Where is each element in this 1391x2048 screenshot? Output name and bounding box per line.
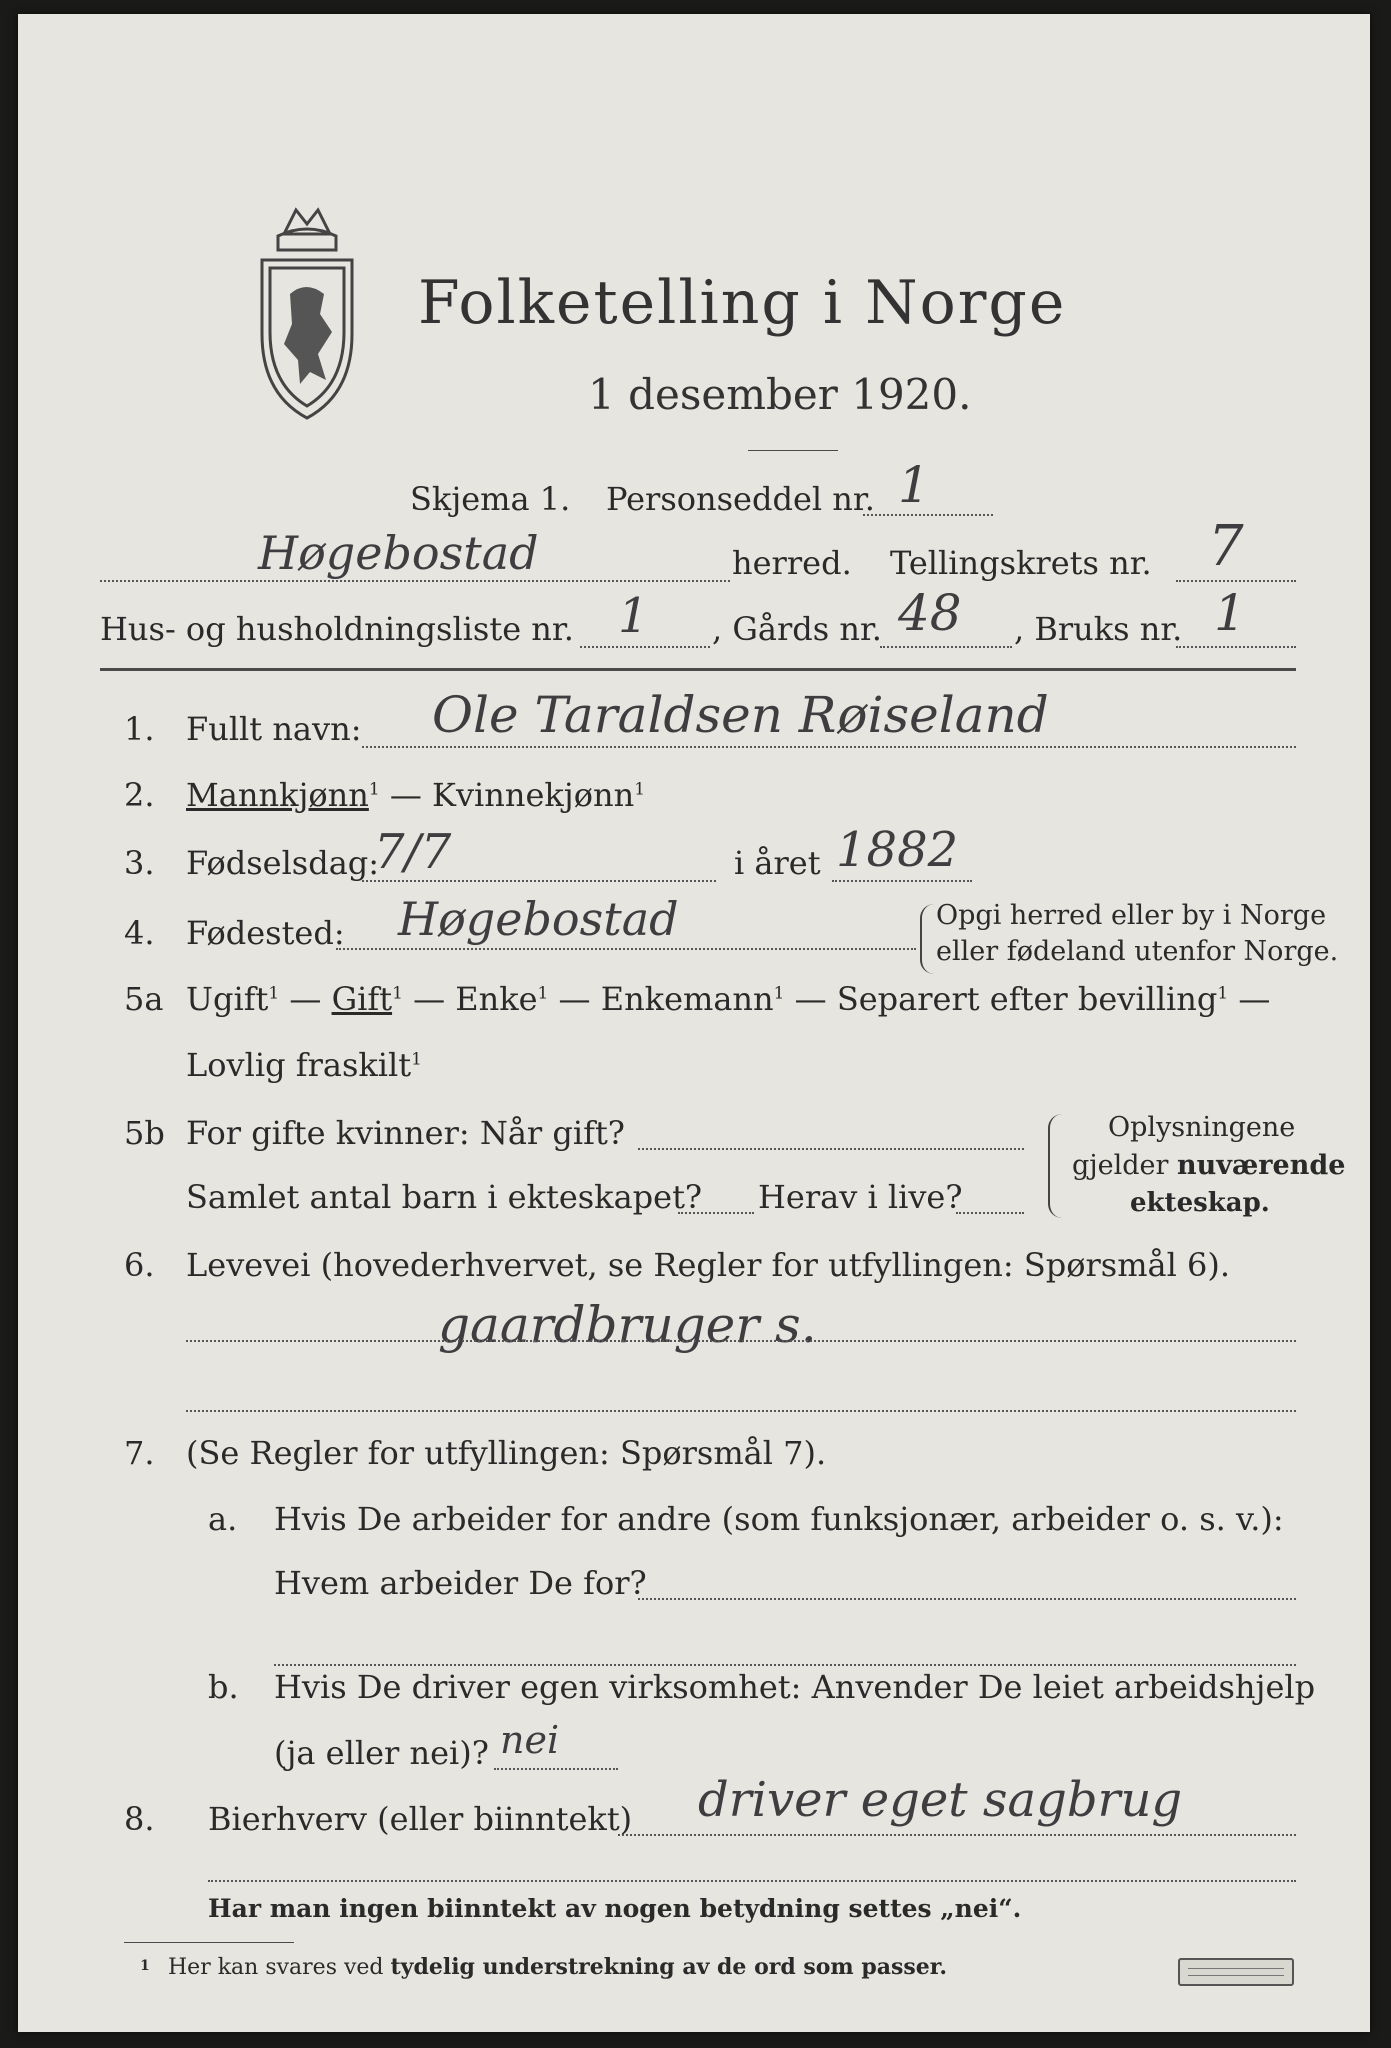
q3-label: Fødselsdag: bbox=[186, 844, 380, 882]
printer-stamp bbox=[1178, 1958, 1294, 1986]
q5a-enkemann: Enkemann bbox=[600, 980, 774, 1018]
q5a-number: 5a bbox=[124, 980, 164, 1018]
hus-line bbox=[580, 646, 710, 648]
q5a-separert: Separert efter bevilling bbox=[836, 980, 1218, 1018]
q5b-note-line3: ekteskap. bbox=[1130, 1188, 1270, 1218]
q8-value: driver eget sagbrug bbox=[698, 1772, 1183, 1828]
q5a-sup-2: 1 bbox=[392, 983, 403, 1004]
q7a-letter: a. bbox=[208, 1500, 238, 1538]
form-date: 1 desember 1920. bbox=[588, 370, 972, 419]
q5b-live-line bbox=[956, 1212, 1024, 1214]
tellingskrets-value: 7 bbox=[1208, 514, 1244, 579]
q5a-lovlig bbox=[186, 1046, 422, 1084]
q7b-line bbox=[494, 1768, 618, 1770]
footnote-text-b: tydelig understrekning av de ord som passer. bbox=[390, 1954, 948, 1980]
q2-number: 2. bbox=[124, 776, 155, 814]
q5a-sup-1: 1 bbox=[268, 983, 280, 1004]
q5a-dash-5: — bbox=[1228, 980, 1271, 1018]
q5b-live-label: Herav i live? bbox=[758, 1178, 963, 1216]
q3-line bbox=[362, 880, 716, 882]
personseddel-value: 1 bbox=[898, 456, 930, 514]
q5a-sup-4: 1 bbox=[773, 983, 785, 1004]
q8-line bbox=[618, 1834, 1296, 1836]
q3-year-label: i året bbox=[734, 844, 821, 882]
q5b-note-line2-b: nuværende bbox=[1177, 1150, 1346, 1181]
q5a-enke: Enke bbox=[455, 980, 538, 1018]
q5a-dash-3: — bbox=[548, 980, 601, 1018]
q2-female-option: Kvinnekjønn bbox=[432, 776, 635, 814]
census-form bbox=[18, 14, 1370, 2032]
gards-value: 48 bbox=[898, 584, 962, 642]
personseddel-label: Personseddel nr. bbox=[606, 480, 875, 518]
q4-line bbox=[336, 948, 916, 950]
footnote-mark: 1 bbox=[140, 1958, 150, 1974]
q2-male-option: Mannkjønn bbox=[186, 776, 369, 814]
q5a-dash-1: — bbox=[279, 980, 332, 1018]
footnote-divider bbox=[124, 1942, 294, 1943]
q5a-sup-6: 1 bbox=[411, 1049, 422, 1070]
q5a-dash-2: — bbox=[402, 980, 456, 1018]
hus-value: 1 bbox=[618, 588, 649, 644]
bruks-value: 1 bbox=[1214, 584, 1246, 642]
herred-label: herred. bbox=[732, 544, 852, 582]
q8-label: Bierhverv (eller biinntekt) bbox=[208, 1800, 633, 1838]
q5a-options bbox=[186, 980, 1270, 1018]
bruks-label: , Bruks nr. bbox=[1014, 610, 1183, 648]
q1-number: 1. bbox=[124, 710, 155, 748]
q4-note-line1: Opgi herred eller by i Norge bbox=[936, 900, 1327, 931]
q4-brace bbox=[920, 904, 934, 974]
bruks-line bbox=[1176, 646, 1296, 648]
q6-line-2 bbox=[186, 1410, 1296, 1412]
q2-female-sup: 1 bbox=[634, 779, 646, 800]
gards-line bbox=[880, 646, 1012, 648]
q5b-note-line2-a: gjelder bbox=[1072, 1150, 1178, 1181]
q5a-sup-5: 1 bbox=[1217, 983, 1229, 1004]
q8-extra-line bbox=[208, 1880, 1296, 1882]
q6-line-1 bbox=[186, 1340, 1296, 1342]
footnote bbox=[140, 1954, 948, 1980]
personseddel-line bbox=[863, 514, 993, 516]
tellingskrets-line bbox=[1176, 580, 1296, 582]
q7a-label: Hvis De arbeider for andre (som funksjonær, arbeider o. s. v.): bbox=[274, 1500, 1284, 1538]
form-title: Folketelling i Norge bbox=[418, 268, 1067, 338]
q5a-gift: Gift bbox=[331, 980, 393, 1018]
q4-number: 4. bbox=[124, 914, 155, 952]
q7a-extra-line bbox=[274, 1664, 1296, 1666]
q5b-brace bbox=[1048, 1114, 1064, 1218]
schema-label: Skjema 1. bbox=[410, 480, 571, 518]
q3-value: 7/7 bbox=[374, 824, 452, 880]
q5a-sup-3: 1 bbox=[537, 983, 549, 1004]
q5b-number: 5b bbox=[124, 1114, 165, 1152]
q2-male-sup: 1 bbox=[368, 779, 380, 800]
q3-year-value: 1882 bbox=[836, 822, 959, 878]
herred-line bbox=[100, 580, 730, 582]
q4-label: Fødested: bbox=[186, 914, 345, 952]
q8-number: 8. bbox=[124, 1800, 155, 1838]
q5b-barn-label: Samlet antal barn i ekteskapet? bbox=[186, 1178, 703, 1216]
q1-label: Fullt navn: bbox=[186, 710, 362, 748]
q5b-note-line2 bbox=[1072, 1150, 1345, 1181]
q2-sep: — bbox=[379, 776, 433, 814]
q4-value: Høgebostad bbox=[398, 892, 679, 946]
q7a-who-line bbox=[638, 1598, 1296, 1600]
footer-note: Har man ingen biinntekt av nogen betydning settes „nei“. bbox=[208, 1894, 1022, 1923]
q7b-value: nei bbox=[500, 1718, 560, 1762]
q7-label: (Se Regler for utfyllingen: Spørsmål 7). bbox=[186, 1434, 827, 1472]
hus-label: Hus- og husholdningsliste nr. bbox=[100, 610, 574, 648]
q5b-label: For gifte kvinner: Når gift? bbox=[186, 1114, 625, 1152]
gards-label: , Gårds nr. bbox=[712, 610, 882, 648]
q6-number: 6. bbox=[124, 1246, 155, 1284]
q7b-letter: b. bbox=[208, 1668, 239, 1706]
herred-value: Høgebostad bbox=[258, 526, 539, 580]
q6-label: Levevei (hovederhvervet, se Regler for utfyllingen: Spørsmål 6). bbox=[186, 1246, 1231, 1284]
q1-value: Ole Taraldsen Røiseland bbox=[432, 686, 1049, 744]
q5a-dash-4: — bbox=[784, 980, 837, 1018]
q3-year-line bbox=[832, 880, 972, 882]
tellingskrets-label: Tellingskrets nr. bbox=[890, 544, 1152, 582]
q3-number: 3. bbox=[124, 844, 155, 882]
q7-number: 7. bbox=[124, 1434, 155, 1472]
q1-line bbox=[362, 746, 1296, 748]
header-divider bbox=[100, 668, 1296, 671]
q7b-label: Hvis De driver egen virksomhet: Anvender De leiet arbeidshjelp bbox=[274, 1668, 1316, 1706]
q2-options bbox=[186, 776, 645, 814]
q5b-note-line1: Oplysningene bbox=[1108, 1112, 1296, 1143]
q7b-ja-label: (ja eller nei)? bbox=[274, 1734, 489, 1772]
q4-note-line2: eller fødeland utenfor Norge. bbox=[936, 936, 1339, 967]
q5a-lovlig-text: Lovlig fraskilt bbox=[186, 1046, 412, 1084]
q5b-line bbox=[638, 1148, 1024, 1150]
q5a-ugift: Ugift bbox=[186, 980, 269, 1018]
coat-of-arms-icon bbox=[254, 204, 360, 426]
footnote-text-a: Her kan svares ved bbox=[168, 1955, 391, 1980]
q5b-barn-line bbox=[678, 1212, 754, 1214]
q6-value: gaardbruger s. bbox=[438, 1296, 817, 1354]
title-divider bbox=[748, 450, 838, 451]
q7a-who-label: Hvem arbeider De for? bbox=[274, 1564, 647, 1602]
